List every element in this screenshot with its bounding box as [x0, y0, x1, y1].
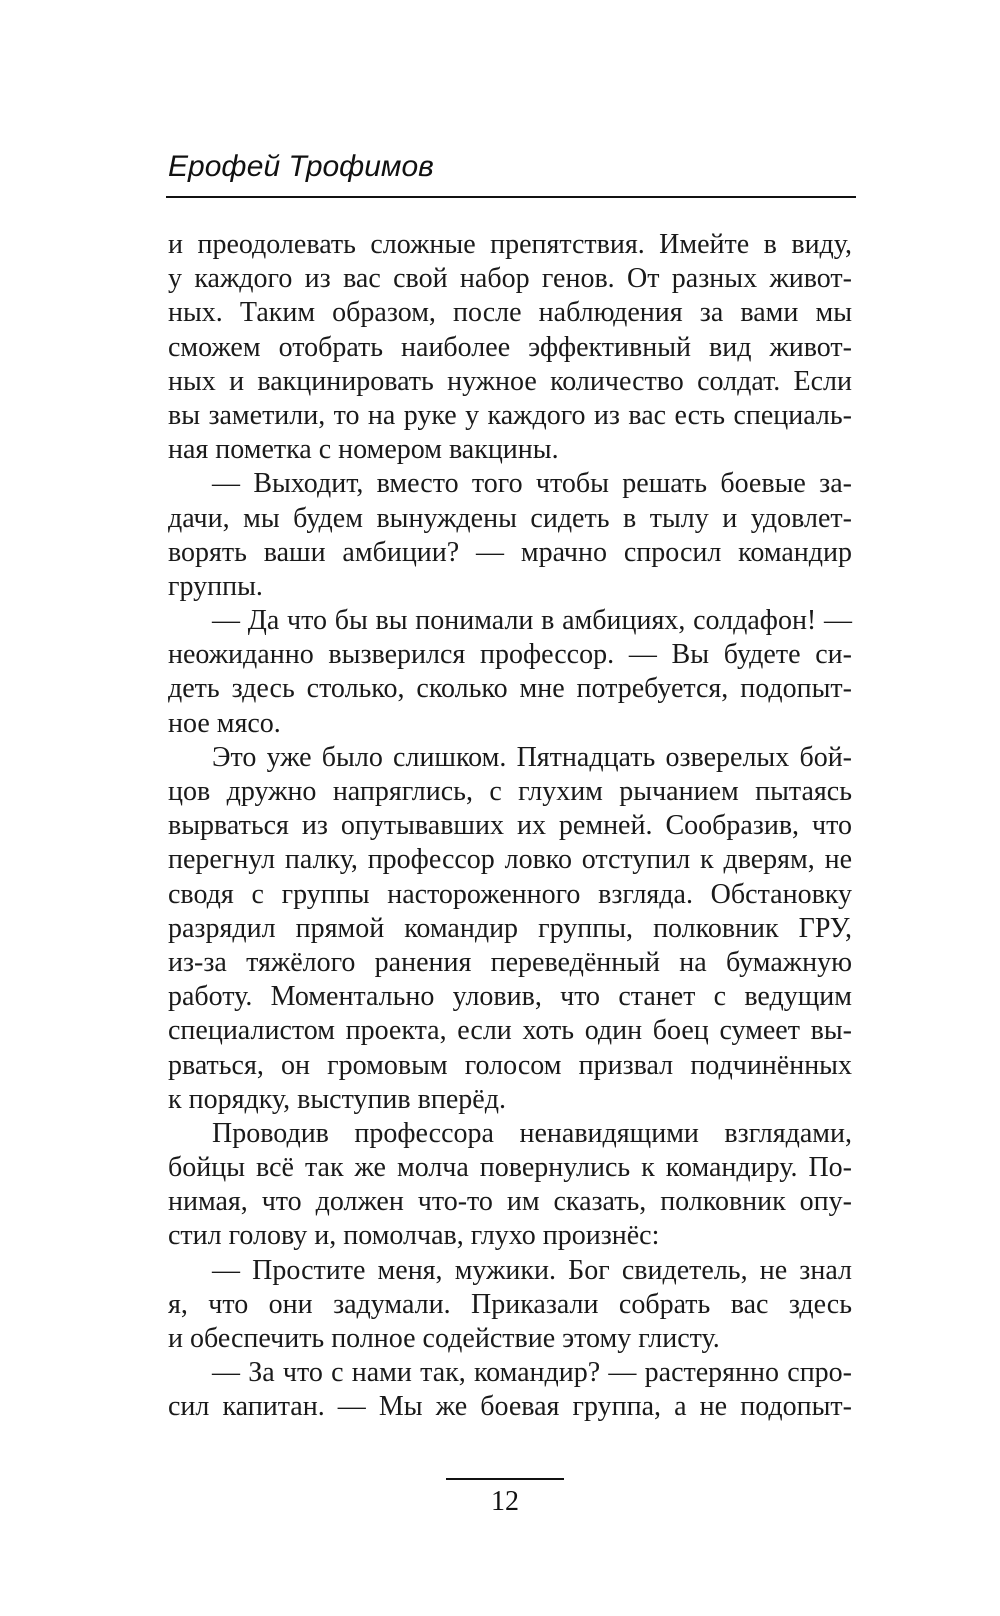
- text-line: работу. Моментально уловив, что станет с ведущим: [168, 981, 852, 1013]
- text-line: дачи, мы будем вынуждены сидеть в тылу и удовлет-: [168, 502, 852, 534]
- text-line: бойцы всё так же молча повернулись к командиру. По-: [168, 1152, 852, 1184]
- text-line: и обеспечить полное содействие этому глисту.: [168, 1323, 720, 1354]
- text-line: цов дружно напряглись, с глухим рычанием пытаясь: [168, 776, 852, 807]
- text-line: рваться, он громовым голосом призвал подчинённых: [168, 1049, 852, 1081]
- text-line: группы.: [168, 570, 263, 602]
- text-line: — За что с нами так, командир? — растерянно спро-: [212, 1357, 852, 1389]
- text-line: сводя с группы настороженного взгляда. Обстановку: [168, 878, 852, 910]
- text-line: сил капитан. — Мы же боевая группа, а не подопыт-: [168, 1391, 852, 1423]
- text-line: — Да что бы вы понимали в амбициях, солдафон! —: [212, 605, 852, 637]
- page-number: 12: [491, 1486, 519, 1517]
- text-line: перегнул палку, профессор ловко отступил к дверям, не: [168, 844, 852, 876]
- text-line: ных. Таким образом, после наблюдения за вами мы: [168, 297, 852, 329]
- text-line: неожиданно вызверился профессор. — Вы будете си-: [168, 639, 852, 671]
- text-line: ворять ваши амбиции? — мрачно спросил командир: [168, 536, 852, 568]
- running-head-author: Ерофей Трофимов: [168, 150, 434, 183]
- text-line: и преодолевать сложные препятствия. Имейте в виду,: [168, 229, 852, 260]
- text-line: вы заметили, то на руке у каждого из вас есть специаль-: [168, 399, 852, 431]
- text-line: — Выходит, вместо того чтобы решать боевые за-: [212, 468, 852, 500]
- text-line: стил голову и, помолчав, глухо произнёс:: [168, 1220, 660, 1252]
- text-line: Это уже было слишком. Пятнадцать озверелых бой-: [212, 741, 852, 773]
- text-line: ных и вакцинировать нужное количество солдат. Если: [168, 365, 852, 397]
- text-line: специалистом проекта, если хоть один боец сумеет вы-: [168, 1015, 852, 1047]
- text-line: Проводив профессора ненавидящими взглядами,: [212, 1117, 852, 1149]
- text-line: — Простите меня, мужики. Бог свидетель, не знал: [212, 1254, 852, 1286]
- text-line: ная пометка с номером вакцины.: [168, 434, 559, 466]
- text-line: к порядку, выступив вперёд.: [168, 1083, 506, 1115]
- text-line: из-за тяжёлого ранения переведённый на бумажную: [168, 946, 852, 978]
- text-line: у каждого из вас свой набор генов. От разных живот-: [168, 263, 852, 295]
- text-line: ное мясо.: [168, 707, 281, 739]
- footer-rule: [446, 1478, 564, 1480]
- text-line: вырваться из опутывавших их ремней. Сообразив, что: [168, 810, 852, 842]
- header-rule: [166, 196, 856, 198]
- text-line: я, что они задумали. Приказали собрать вас здесь: [168, 1288, 852, 1320]
- text-line: нимая, что должен что-то им сказать, полковник опу-: [168, 1186, 852, 1218]
- text-line: разрядил прямой командир группы, полковник ГРУ,: [168, 912, 852, 944]
- text-line: сможем отобрать наиболее эффективный вид живот-: [168, 331, 852, 363]
- text-line: деть здесь столько, сколько мне потребуется, подопыт-: [168, 673, 852, 705]
- body-text: [168, 228, 852, 1425]
